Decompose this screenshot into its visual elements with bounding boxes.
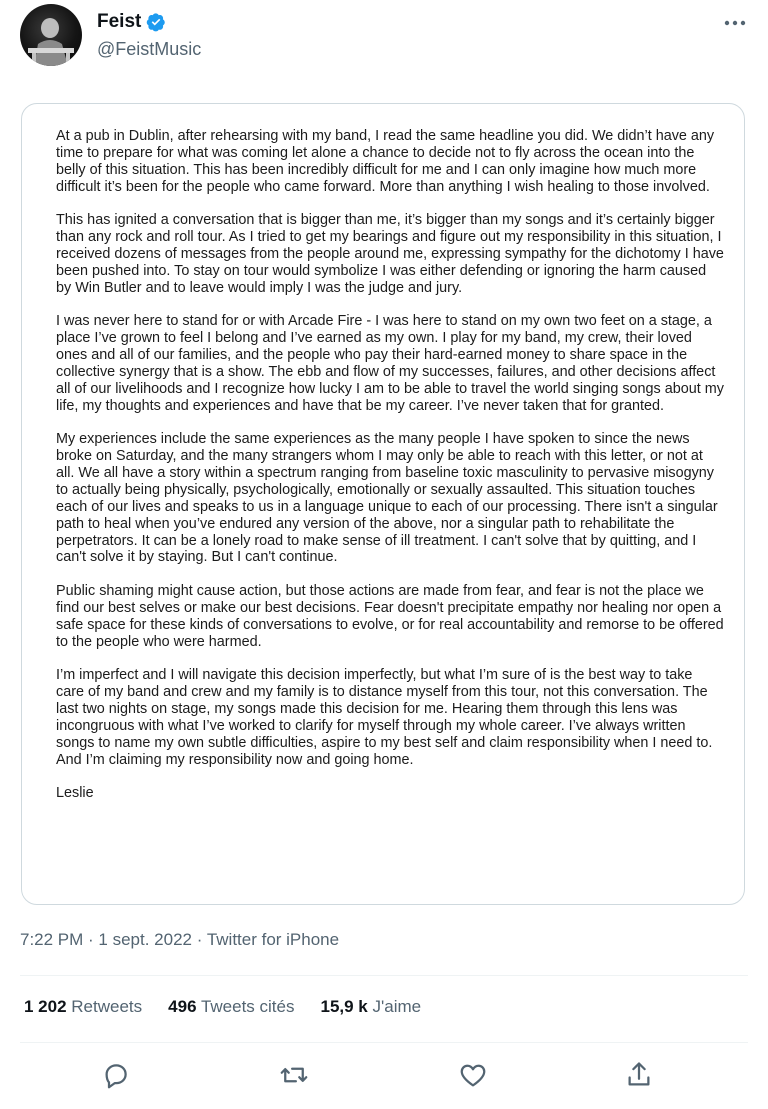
divider xyxy=(20,1042,748,1043)
meta-separator: · xyxy=(83,930,99,949)
meta-separator: · xyxy=(192,930,207,949)
action-bar xyxy=(20,1050,748,1100)
more-options-icon[interactable] xyxy=(722,14,748,32)
avatar[interactable] xyxy=(20,4,82,66)
retweets-count: 1 202 xyxy=(24,997,67,1016)
tweet-time[interactable]: 7:22 PM xyxy=(20,930,84,949)
avatar-photo-icon xyxy=(20,4,82,66)
letter-paragraph: I’m imperfect and I will navigate this decision imperfectly, but what I’m sure of is the best way to take care of my band and crew and my family is to distance myself from this tour, not this conversation. The last two nights on stage, my songs made this decision for me. Hearing them through this lens was incongruous with what I’ve worked to clarify for myself through my whole career. I’ve always written songs to name my own subtle difficulties, aspire to my best self and claim responsibility when I need to. And I’m claiming my responsibility now and going home. xyxy=(56,666,713,768)
tweet-meta xyxy=(20,930,339,950)
name-row xyxy=(97,11,166,33)
likes-count: 15,9 k xyxy=(320,997,368,1016)
likes-label: J'aime xyxy=(372,997,422,1016)
tweet-header xyxy=(20,4,748,68)
retweet-icon[interactable] xyxy=(279,1060,309,1090)
letter-paragraph: I was never here to stand for or with Arcade Fire - I was here to stand on my own two feet on a stage, a place I’ve grown to feel I belong and I’ve earned as my own. I play for my band, my crew, their loved ones and all of our families, and the people who pay their hard-earned money to share space in the collective synergy that is a show. The ebb and flow of my successes, failures, and other decisions affect all of our livelihoods and I recognize how lucky I am to be able to travel the world singing songs about my life, my thoughts and experiences and have that be my career. I’ve never taken that for granted. xyxy=(56,313,724,414)
tweet-source[interactable]: Twitter for iPhone xyxy=(206,930,340,949)
letter-signature: Leslie xyxy=(56,784,94,801)
reply-icon[interactable] xyxy=(101,1060,131,1090)
letter-paragraph: At a pub in Dublin, after rehearsing with my band, I read the same headline you did. We didn’t have any time to prepare for what was coming let alone a chance to decide not to fly across the ocean into the belly of this situation. This has been incredibly difficult for me and I can only imagine how much more difficult it’s been for the people who came forward. More than anything I wish healing to those involved. xyxy=(56,128,715,195)
letter-paragraph: Public shaming might cause action, but those actions are made from fear, and fear is not the place we find our best selves or make our best decisions. Fear doesn't precipitate empathy nor healing nor open a safe space for these kinds of conversations to evolve, or for real accountability and remorse to be offered to the people who were harmed. xyxy=(56,582,724,650)
letter-paragraph: This has ignited a conversation that is bigger than me, it’s bigger than my songs and it’s certainly bigger than any rock and roll tour. As I tried to get my bearings and figure out my responsibility in this situation, I received dozens of messages from the people around me, expressing sympathy for the dichotomy I have been pushed into. To stay on tour would symbolize I was either defending or ignoring the harm caused by Win Butler and to leave would imply I was the judge and jury. xyxy=(56,212,724,296)
quotes-count: 496 xyxy=(168,997,197,1016)
divider xyxy=(20,975,748,976)
like-icon[interactable] xyxy=(458,1060,488,1090)
likes-stat[interactable] xyxy=(321,997,422,1017)
handle[interactable]: @FeistMusic xyxy=(97,39,202,59)
display-name[interactable]: Feist xyxy=(97,11,142,32)
retweets-stat[interactable] xyxy=(24,997,142,1017)
verified-badge-icon xyxy=(146,12,166,32)
quotes-label: Tweets cités xyxy=(200,997,295,1016)
share-icon[interactable] xyxy=(624,1060,654,1090)
tweet-date[interactable]: 1 sept. 2022 xyxy=(98,930,192,949)
letter-image[interactable] xyxy=(21,103,745,905)
quotes-stat[interactable] xyxy=(168,997,294,1017)
retweets-label: Retweets xyxy=(71,997,143,1016)
letter-text xyxy=(56,128,724,818)
letter-paragraph: My experiences include the same experiences as the many people I have spoken to since the news broke on Saturday, and the many strangers whom I may only be able to reach with this letter, or not at all. We all have a story within a spectrum ranging from baseline toxic masculinity to pervasive misogyny to actually being physically, psychologically, emotionally or sexually assaulted. This situation touches each of our lives and speaks to us in a language unique to each of our processing. There isn't a singular path to heal when you’ve endured any version of the above, nor a singular path to rehabilitate the perpetrators. It can be a lonely road to make sense of ill treatment. I can't solve that by quitting, and I can't solve it by staying. But I can't continue. xyxy=(56,431,718,566)
engagement-stats xyxy=(24,997,421,1017)
